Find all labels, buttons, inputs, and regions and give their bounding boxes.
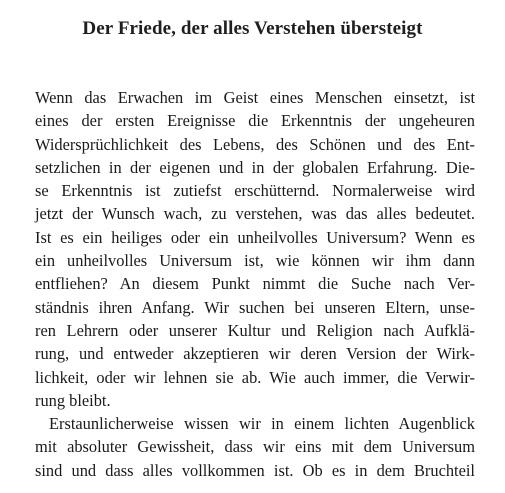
text-line: entfliehen? An diesem Punkt nimmt die Suche nach Ver- <box>35 274 475 294</box>
text-line: Wenn das Erwachen im Geist eines Menschen einsetzt, ist <box>35 88 475 107</box>
text-line: jetzt der Wunsch wach, zu verstehen, was das alles bedeutet. <box>35 204 475 224</box>
text-line: se Erkenntnis ist zutiefst erschütternd. Normalerweise wird <box>35 181 475 201</box>
text-line: ein unheilvolles Universum ist, wie können wir ihm dann <box>35 251 475 271</box>
text-line: sind und dass alles vollkommen ist. Ob es in dem Bruchteil <box>35 460 475 480</box>
text-line-paragraph-end: rung bleibt. <box>35 390 111 410</box>
text-line: Ist es ein heiliges oder ein unheilvolles Universum? Wenn es <box>35 227 475 247</box>
text-line: eines der ersten Ereignisse die Erkenntnis der ungeheuren <box>35 111 475 131</box>
text-line-paragraph-start: Erstaunlicherweise wissen wir in einem lichten Augenblick <box>49 414 475 434</box>
text-line: Widersprüchlichkeit des Lebens, des Schönen und des Ent- <box>35 134 475 154</box>
text-line: lichkeit, oder wir lehnen sie ab. Wie auch immer, die Verwir- <box>35 367 475 387</box>
text-line: setzlichen in der eigenen und in der globalen Erfahrung. Die- <box>35 157 475 177</box>
body-text <box>35 86 475 482</box>
text-line: ständnis ihren Anfang. Wir suchen bei unseren Eltern, unse- <box>35 297 475 317</box>
text-line: mit absoluter Gewissheit, dass wir eins mit dem Universum <box>35 437 475 457</box>
text-line: ren Lehrern oder unserer Kultur und Religion nach Aufklä- <box>35 320 475 340</box>
chapter-title: Der Friede, der alles Verstehen übersteigt <box>82 18 423 39</box>
text-line: rung, und entweder akzeptieren wir deren Version der Wirk- <box>35 344 475 364</box>
